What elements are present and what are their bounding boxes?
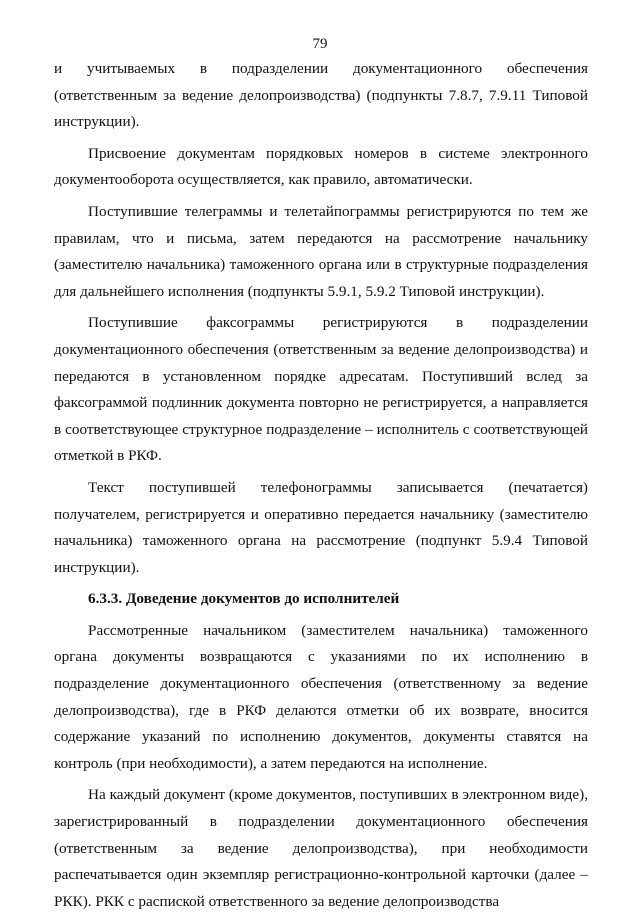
- paragraph-continuation: и учитываемых в подразделении документационного обеспечения (ответственным за ведение делопроизводства) (подпункты 7.8.7, 7.9.11 Типовой инструкции).: [54, 60, 588, 131]
- paragraph-telegrams: Поступившие телеграммы и телетайпограммы регистрируются по тем же правилам, что и письма, затем передаются на рассмотрение начальнику (заместителю начальника) таможенного органа или в структурные подразделения для дальнейшего исполнения (подпункты 5.9.1, 5.9.2 Типовой инструкции).: [54, 202, 588, 300]
- page-number: 79: [312, 36, 328, 52]
- paragraph-returned-documents: Рассмотренные начальником (заместителем начальника) таможенного органа документы возвращаются с указаниями по их исполнению в подразделение документационного обеспечения (ответственному за ведение делопроизводства), где в РКФ делаются отметки об их возврате, вносится содержание указаний по исполнению документов, документы ставятся на контроль (при необходимости), а затем передаются на исполнение.: [54, 621, 588, 772]
- page-body: [54, 56, 588, 920]
- section-heading: 6.3.3. Доведение документов до исполнителей: [88, 590, 400, 608]
- paragraph-electronic-numbering: Присвоение документам порядковых номеров в системе электронного документооборота осуществляется, как правило, автоматически.: [54, 144, 588, 189]
- paragraph-faxes: Поступившие факсограммы регистрируются в подразделении документационного обеспечения (ответственным за ведение делопроизводства) и передаются в установленном порядке адресатам. Поступивший вслед за факсограммой подлинник документа повторно не регистрируется, а направляется в соответствующее структурное подразделение – исполнитель с соответствующей отметкой в РКФ.: [54, 314, 588, 465]
- paragraph-rkk: На каждый документ (кроме документов, поступивших в электронном виде), зарегистрированный в подразделении документационного обеспечения (ответственным за ведение делопроизводства), при необходимости распечатывается один экземпляр регистрационно-контрольной карточки (далее – РКК). РКК с распиской ответственного за ведение делопроизводства: [54, 786, 588, 910]
- paragraph-phonograms: Текст поступившей телефонограммы записывается (печатается) получателем, регистрируется и оперативно передается начальнику (заместителю начальника) таможенного органа на рассмотрение (подпункт 5.9.4 Типовой инструкции).: [54, 478, 588, 576]
